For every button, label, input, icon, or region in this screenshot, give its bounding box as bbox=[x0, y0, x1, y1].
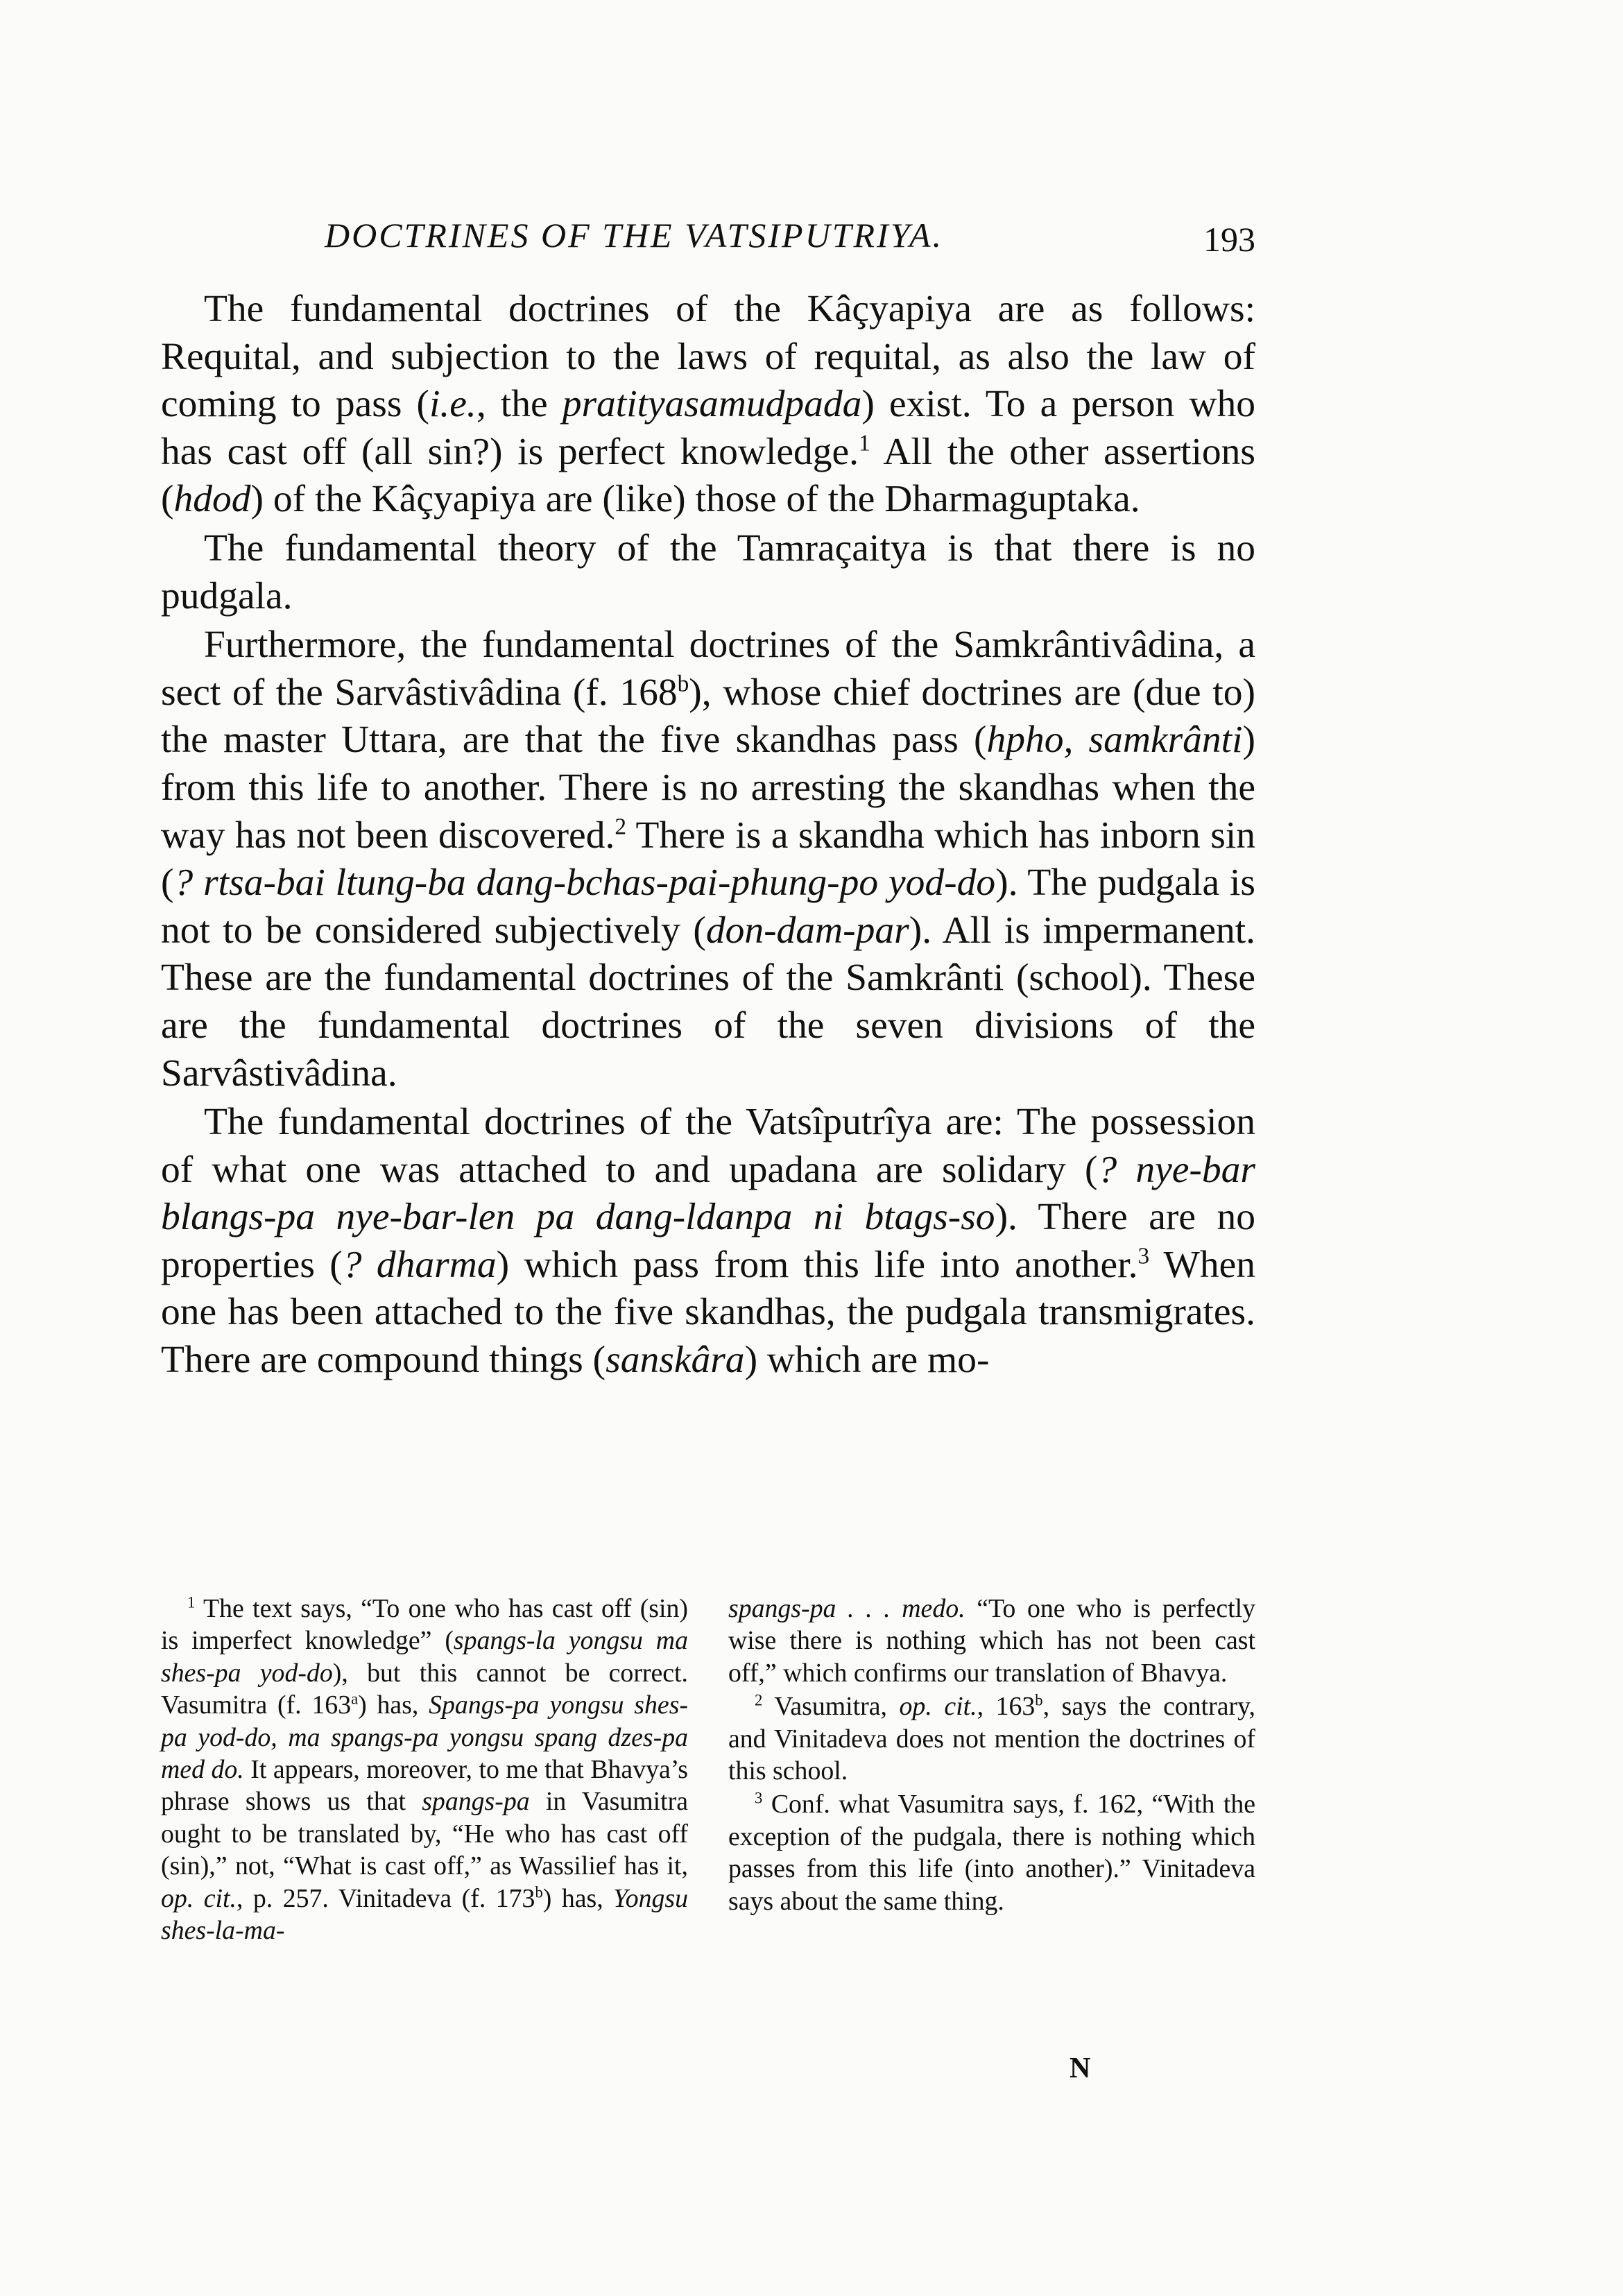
signature-mark: N bbox=[1070, 2053, 1091, 2084]
text-run: Vasumitra, bbox=[762, 1692, 900, 1722]
italic-term: spangs-pa . . . medo. bbox=[728, 1594, 965, 1623]
italic-term: op. cit. bbox=[161, 1883, 237, 1913]
italic-term: spangs-pa bbox=[422, 1787, 530, 1817]
paragraph-tamracaitya: The fundamental theory of the Tamraçaitya is that there is no pudgala. bbox=[161, 526, 1255, 617]
text-run: The text says, “To one who has cast off (sin) is imperfect knowledge” ( bbox=[161, 1594, 688, 1656]
text-run: There is a skandha which has inborn sin ( bbox=[161, 814, 1255, 905]
footnote-number: 3 bbox=[755, 1789, 763, 1807]
text-run: The fundamental doctrines of the Vatsîputrîya are: The possession of what one was attached to and upadana are solidary ( bbox=[161, 1101, 1255, 1191]
footnote-column-right bbox=[728, 1593, 1255, 1948]
italic-term: hdod bbox=[173, 478, 251, 521]
italic-term: ? nye-bar blangs-pa nye-bar-len pa dang-ldanpa ni btags-so bbox=[161, 1148, 1255, 1239]
paragraph-kacyapiya bbox=[161, 286, 1255, 524]
text-run: ), but this cannot be correct. Vasumitra (f. 163 bbox=[161, 1658, 688, 1720]
text-run: , 163 bbox=[977, 1692, 1036, 1722]
folio-superscript: b bbox=[535, 1883, 543, 1901]
paragraph-vatsiputriya bbox=[161, 1099, 1255, 1385]
text-run: , says the contrary, and Vinitadeva does not mention the doctrines of this school. bbox=[728, 1692, 1255, 1786]
text-run: , p. 257. Vinitadeva (f. 173 bbox=[236, 1883, 535, 1913]
footnote-1 bbox=[161, 1593, 688, 1946]
text-run: ) which pass from this life into another. bbox=[496, 1243, 1138, 1286]
text-run: ) has, bbox=[542, 1883, 614, 1913]
text-run: ) of the Kâçyapiya are (like) those of the Dharmaguptaka. bbox=[250, 478, 1140, 521]
italic-term: hpho, samkrânti bbox=[986, 719, 1243, 762]
folio-superscript: b bbox=[1035, 1691, 1043, 1709]
folio-superscript: b bbox=[677, 671, 689, 697]
footnote-2 bbox=[728, 1690, 1255, 1787]
text-run: ). The pudgala is not to be considered subjectively ( bbox=[161, 862, 1255, 952]
text-run: , the bbox=[476, 383, 563, 426]
italic-term: don-dam-par bbox=[705, 909, 909, 952]
italic-term: Spangs-pa yongsu shes-pa yod-do, ma spangs-pa yongsu spang dzes-pa med do. bbox=[161, 1690, 688, 1785]
text-run: Furthermore, the fundamental doctrines of the Samkrântivâdina, a sect of the Sarvâstivâdina (f. 168 bbox=[161, 624, 1255, 714]
text-run: in Vasumitra ought to be translated by, “He who has cast off (sin),” not, “What is cast off,” as Wassilief has it, bbox=[161, 1787, 688, 1881]
italic-term: sanskâra bbox=[606, 1339, 745, 1382]
italic-term: op. cit. bbox=[899, 1692, 977, 1722]
footnote-number: 1 bbox=[187, 1593, 196, 1611]
text-run: ). All is impermanent. These are the fundamental doctrines of the Samkrânti (school). These are the fundamental doctrines of the seven divisions of the Sarvâstivâdina. bbox=[161, 909, 1255, 1095]
footnote-1-continued bbox=[728, 1593, 1255, 1689]
text-run: ) from this life to another. There is no arresting the skandhas when the way has not been discovered. bbox=[161, 719, 1256, 857]
footnote-ref: 3 bbox=[1137, 1243, 1150, 1269]
italic-term: Yongsu shes-la-ma- bbox=[161, 1883, 688, 1946]
text-run: When one has been attached to the five skandhas, the pudgala transmigrates. There are compound things ( bbox=[161, 1243, 1256, 1382]
italic-term: spangs-la yongsu ma shes-pa yod-do bbox=[161, 1626, 688, 1688]
text-run: ) exist. To a person who has cast off (all sin?) is perfect knowledge. bbox=[161, 383, 1255, 473]
text-run: Conf. what Vasumitra says, f. 162, “With the exception of the pudgala, there is nothing which passes from this life (into another).” Vinitadeva says about the same thing. bbox=[728, 1790, 1255, 1916]
italic-term: i.e. bbox=[429, 383, 476, 426]
italic-term: ? dharma bbox=[342, 1243, 497, 1286]
text-run: “To one who is perfectly wise there is nothing which has not been cast off,” which confirms our translation of Bhavya. bbox=[728, 1594, 1256, 1688]
text-run: ). There are no properties ( bbox=[161, 1196, 1255, 1286]
footnotes bbox=[161, 1593, 1255, 1948]
folio-superscript: a bbox=[351, 1690, 359, 1708]
paragraph-samkrantivadina bbox=[161, 622, 1255, 1097]
italic-term: pratityasamudpada bbox=[562, 383, 862, 426]
text-run: It appears, moreover, to me that Bhavya’s phrase shows us that bbox=[161, 1755, 688, 1817]
text-run: ), whose chief doctrines are (due to) the master Uttara, are that the five skandhas pass ( bbox=[161, 671, 1255, 762]
footnote-ref: 2 bbox=[615, 814, 626, 840]
footnote-number: 2 bbox=[755, 1691, 763, 1709]
running-head: DOCTRINES OF THE VATSIPUTRIYA. bbox=[325, 216, 944, 255]
text-run: The fundamental doctrines of the Kâçyapiya are as follows: Requital, and subjection to the laws of requital, as also the law of coming to pass ( bbox=[161, 288, 1255, 426]
text-run: ) which are mo- bbox=[744, 1339, 990, 1382]
text-run: ) has, bbox=[358, 1690, 429, 1720]
footnote-column-left bbox=[161, 1593, 688, 1948]
page-header bbox=[160, 215, 1255, 271]
body-text bbox=[161, 286, 1255, 1386]
italic-term: ? rtsa-bai ltung-ba dang-bchas-pai-phung-po yod-do bbox=[173, 862, 996, 905]
text-run: All the other assertions ( bbox=[161, 430, 1255, 521]
page-number: 193 bbox=[1203, 220, 1255, 259]
footnote-ref: 1 bbox=[859, 430, 870, 456]
footnote-3 bbox=[728, 1788, 1255, 1917]
